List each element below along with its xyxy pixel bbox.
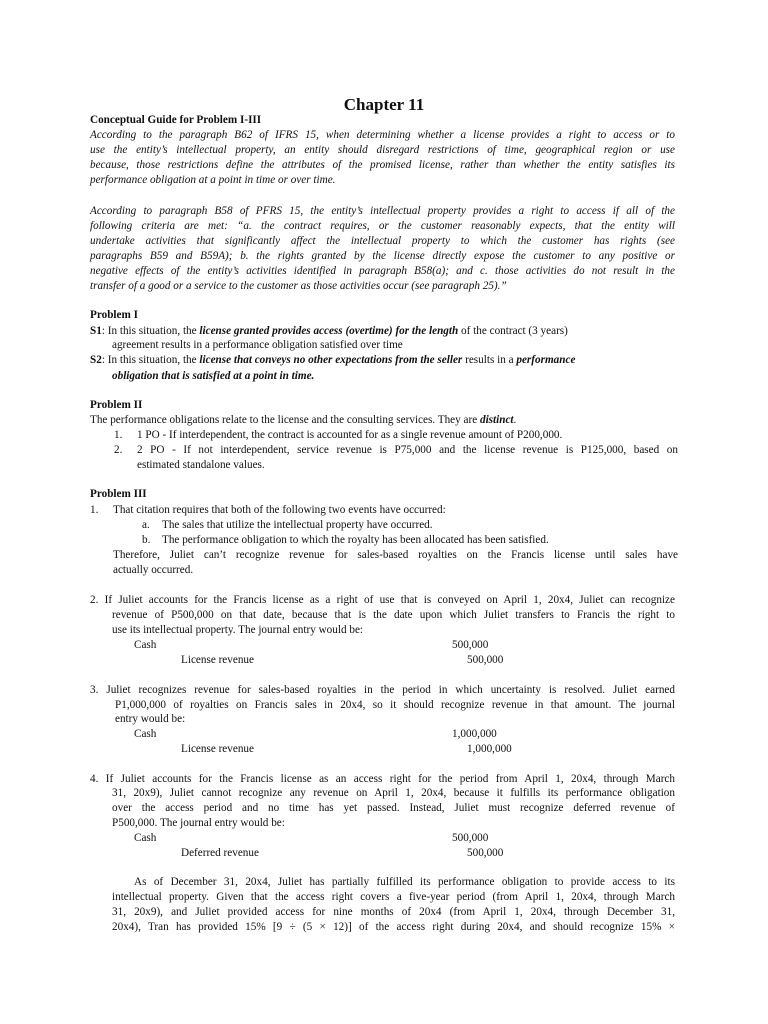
problem1-heading: Problem I (90, 309, 138, 321)
problem2-item2-num: 2. (114, 444, 123, 456)
problem3-item4-cont-line: 20x4), Tran has provided 15% [9 ÷ (5 × 12)] of the access right during 20x4, and should recognize 15% × (112, 921, 675, 933)
guide-para2-line: According to paragraph B58 of PFRS 15, the entity’s intellectual property provides a right to access if all of the (90, 205, 675, 217)
problem3-item1-conclusion-line2: actually occurred. (113, 564, 194, 576)
problem3-item2-line: use its intellectual property. The journal entry would be: (112, 624, 364, 636)
problem2-distinct: distinct (479, 414, 514, 426)
problem3-item2-line: 2. If Juliet accounts for the Francis license as a right of use that is conveyed on April 1, 20x4, Juliet can recognize (90, 594, 675, 606)
s1-text-end: of the contract (3 years) (458, 325, 568, 337)
problem3-item4-cont-line: As of December 31, 20x4, Juliet has partially fulfilled its performance obligation to provide access to its (134, 876, 675, 888)
problem3-item4-cont-line: intellectual property. Given that the access right covers a five-year period (from April 1, 20x4, through March (112, 891, 675, 903)
s2-emphasis-end: performance (516, 354, 576, 366)
problem2-heading: Problem II (90, 399, 143, 411)
chapter-title: Chapter 11 (343, 95, 425, 114)
problem3-item4-line: P500,000. The journal entry would be: (112, 817, 285, 829)
problem3-item3-line: P1,000,000 of royalties on Francis sales in 20x4, so it should recognize revenue in that amount. The journal (115, 699, 675, 711)
guide-para1-line: because, those restrictions define the attributes of the promised license, rather than whether the entity satisfies its (90, 159, 675, 171)
problem3-item4-cont-line: 31, 20x9), and Juliet provided access for nine months of 20x4 (from April 1, 20x4, through December 31, (112, 906, 675, 918)
problem3-item1a-label: a. (142, 519, 150, 531)
s1-text: : In this situation, the (101, 325, 200, 337)
guide-para1-line: performance obligation at a point in time or over time. (90, 174, 336, 186)
problem2-intro (90, 413, 516, 428)
journal-debit-amount: 500,000 (452, 639, 489, 651)
journal-credit-account: License revenue (181, 743, 254, 755)
problem1-s2 (90, 353, 575, 368)
s1-emphasis: license granted provides access (overtime) for the length (199, 325, 459, 337)
problem3-item2-line: revenue of P500,000 on that date, because that is the date upon which Juliet transfers to Francis the right to (112, 609, 675, 621)
guide-para2-line: negative effects of the entity’s activities identified in paragraph B58(a); and c. those activities do not result in the (90, 265, 675, 277)
problem3-item1-num: 1. (90, 504, 99, 516)
journal-debit-account: Cash (134, 639, 157, 651)
journal-debit-amount: 1,000,000 (452, 728, 497, 740)
guide-para1-line: According to the paragraph B62 of IFRS 15, when determining whether a license provides a right to access or to (90, 129, 675, 141)
problem1-s1-line2: agreement results in a performance obligation satisfied over time (112, 339, 403, 351)
journal-credit-amount: 1,000,000 (467, 743, 512, 755)
s2-text-mid: results in a (462, 354, 517, 366)
problem2-intro-period: . (513, 414, 517, 426)
journal-credit-account: Deferred revenue (181, 847, 259, 859)
problem1-s1 (90, 324, 568, 339)
s2-label: S2 (90, 354, 102, 366)
problem2-item1-num: 1. (114, 429, 123, 441)
problem3-item1b-label: b. (142, 534, 151, 546)
guide-heading: Conceptual Guide for Problem I-III (90, 114, 262, 126)
journal-debit-account: Cash (134, 832, 157, 844)
guide-para2-line: paragraphs B59 and B59A); b. the rights granted by the license directly expose the customer to any positive or (90, 250, 675, 262)
journal-credit-amount: 500,000 (467, 847, 504, 859)
problem2-item2: 2 PO - If not interdependent, service revenue is P75,000 and the license revenue is P125,000, based on (137, 444, 678, 456)
guide-para1-line: use the entity’s intellectual property, an entity should disregard restrictions of time, geographical region or use (90, 144, 675, 156)
problem3-item1b: The performance obligation to which the royalty has been allocated has been satisfied. (162, 534, 549, 546)
s2-text: : In this situation, the (101, 354, 200, 366)
guide-para2-line: transfer of a good or a service to the customer as those activities occur (see paragraph 25).” (90, 280, 507, 292)
problem2-intro-text: The performance obligations relate to the license and the consulting services. They are (90, 414, 480, 426)
problem3-item4-line: 4. If Juliet accounts for the Francis license as an access right for the period from April 1, 20x4, through March (90, 773, 675, 785)
problem2-item1: 1 PO - If interdependent, the contract is accounted for as a single revenue amount of P200,000. (137, 429, 563, 441)
journal-credit-amount: 500,000 (467, 654, 504, 666)
problem3-item1: That citation requires that both of the following two events have occurred: (113, 504, 446, 516)
problem3-item1a: The sales that utilize the intellectual property have occurred. (162, 519, 433, 531)
problem3-heading: Problem III (90, 488, 147, 500)
s1-label: S1 (90, 325, 102, 337)
journal-debit-account: Cash (134, 728, 157, 740)
problem3-item1-conclusion: Therefore, Juliet can’t recognize revenue for sales-based royalties on the Francis license until sales have (113, 549, 678, 561)
problem3-item4-line: over the access period and no time has yet passed. Instead, Juliet must recognize deferred revenue of (112, 802, 675, 814)
journal-debit-amount: 500,000 (452, 832, 489, 844)
guide-para2-line: following criteria are met: “a. the contract requires, or the customer reasonably expects, that the entity will (90, 220, 675, 232)
problem3-item3-line: entry would be: (115, 713, 186, 725)
journal-credit-account: License revenue (181, 654, 254, 666)
problem3-item4-line: 31, 20x9), Juliet cannot recognize any revenue on April 1, 20x4, because it fulfills its performance obligation (112, 787, 675, 799)
problem2-item2-line2: estimated standalone values. (137, 459, 265, 471)
s2-emphasis: license that conveys no other expectations from the seller (199, 354, 463, 366)
problem3-item3-line: 3. Juliet recognizes revenue for sales-based royalties in the period in which uncertainty is resolved. Juliet earned (90, 684, 675, 696)
guide-para2-line: undertake activities that significantly affect the intellectual property to which the customer has rights (see (90, 235, 675, 247)
problem1-s2-line2: obligation that is satisfied at a point in time. (112, 370, 315, 382)
